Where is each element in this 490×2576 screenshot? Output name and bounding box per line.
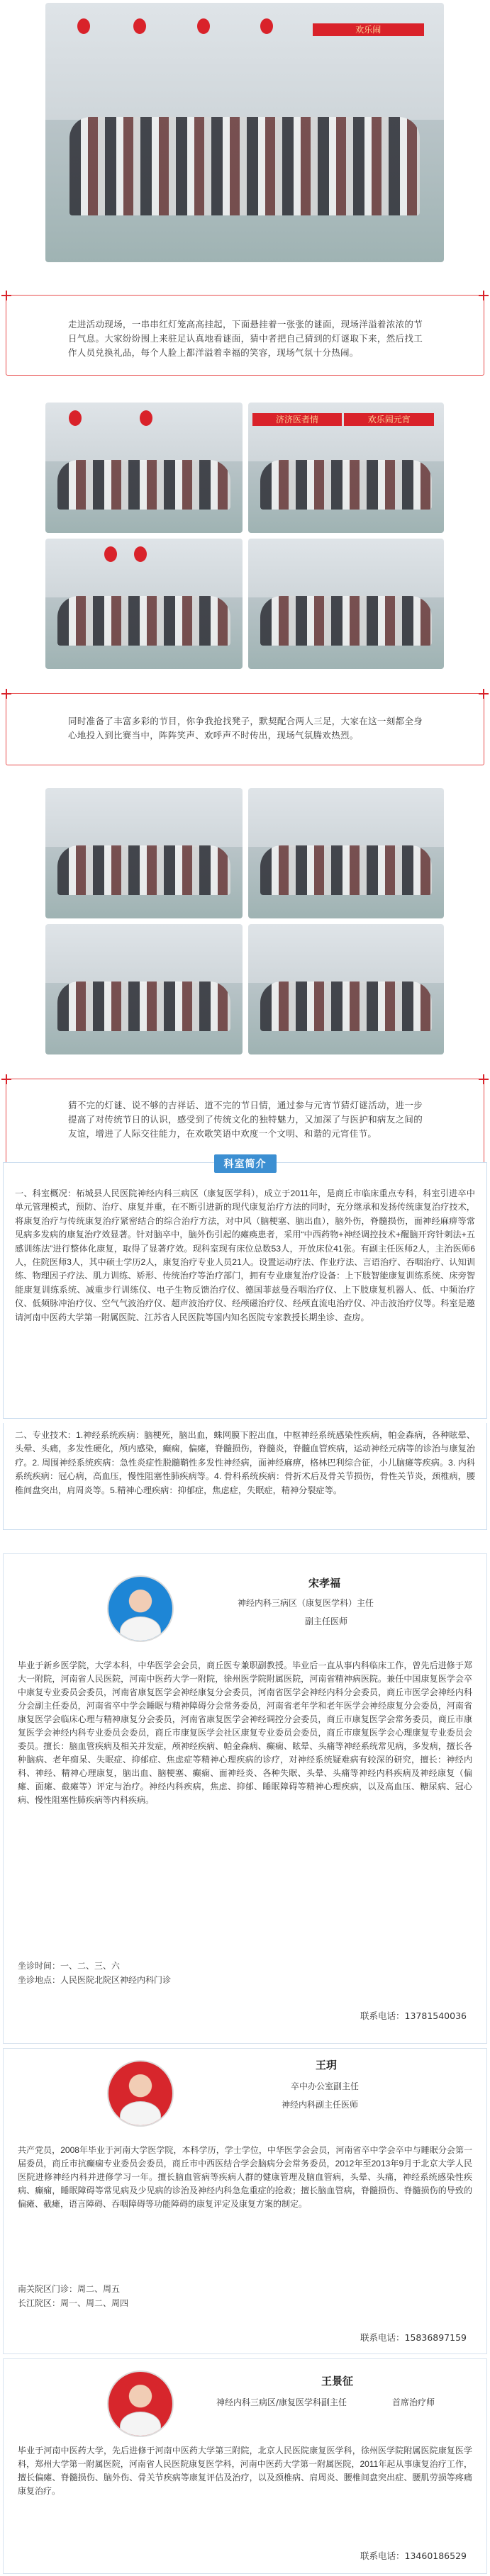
- event-photo-1: [45, 403, 243, 533]
- section-title: 科室简介: [214, 1154, 277, 1173]
- department-intro-section: [3, 1159, 487, 1419]
- event-photo-8: [248, 924, 444, 1054]
- event-photo-top: [45, 3, 444, 262]
- activity-paragraph-2: 同时准备了丰富多彩的节目，你争我抢找凳子，默契配合两人三足，大家在这一刻都全身心地投入到比赛当中，阵阵笑声、欢呼声不时传出，现场气氛腾欢热烈。: [68, 716, 423, 741]
- event-photo-3: [45, 539, 243, 669]
- doctor-card: [3, 2358, 487, 2574]
- activity-paragraph-3: 猜不完的灯谜、说不够的吉祥话、道不完的节日情，通过参与元宵节猜灯谜活动，进一步提高了对传统节日的认识，感受到了传统文化的独特魅力，又加深了与医护和病友之间的友谊，增进了人际交往能力，在欢歌笑语中欢度一个文明、和谐的元宵佳节。: [68, 1101, 423, 1139]
- doctor-card: [3, 2048, 487, 2354]
- department-skills-section: [3, 1423, 487, 1530]
- doctor-rank: 首席治疗师: [392, 2397, 435, 2407]
- doctor-phone: 联系电话：13460186529: [360, 2550, 467, 2561]
- doctor-name: 王玥: [316, 2059, 338, 2071]
- doctor-position: 神经内科三病区/康复医学科副主任: [216, 2397, 347, 2407]
- doctor-position: 卒中办公室副主任: [291, 2081, 360, 2091]
- activity-paragraph-1: 走进活动现场，一串串红灯笼高高挂起，下面悬挂着一张张的谜面，现场洋溢着浓浓的节日气息。大家纷纷围上来驻足认真地看谜面，猜中者把自己猜到的灯谜取下来，然后找工作人员兑换礼品，每个人脸上都洋溢着幸福的笑容，现场气氛十分热闹。: [68, 320, 423, 358]
- frame-corner: [479, 689, 489, 699]
- doctor-visit-place: 长江院区：周一、周二、周四: [18, 2298, 129, 2308]
- event-photo-4: [248, 539, 444, 669]
- frame-corner: [479, 1074, 489, 1084]
- doctor-card: [3, 1553, 487, 2044]
- event-photo-2: [248, 403, 444, 533]
- doctor-phone: 联系电话：15836897159: [360, 2332, 467, 2343]
- doctor-name: 宋孝福: [308, 1577, 341, 1590]
- doctor-phone: 联系电话：13781540036: [360, 2010, 467, 2021]
- frame-corner: [479, 291, 489, 300]
- doctor-bio: 共产党员，2008年毕业于河南大学医学院，本科学历，学士学位，中华医学会会员，河南省卒中学会卒中与睡眠分会第一届委员，商丘市抗癫痫专业委员会委员，商丘市中西医结合学会脑病分会常务委员，2012年至2013年9月于北京大学人民医院进修神经内科并进修学习一年。擅长脑血管病等疾病人群的健康管理及脑血管病，头晕、头痛，神经系统感染性疾病、癫痫，睡眠障碍等常见病及少见病的诊治及神经内科急危重症的抢救；擅长脑血管病，脊髓损伤、脊髓损伤的导致的偏瘫、截瘫，语言障碍、吞咽障碍等功能障碍的康复评定及康复方案的制定。: [18, 2145, 472, 2209]
- doctor-visit-time: 坐诊时间：一、二、三、六: [18, 1961, 121, 1971]
- frame-corner: [1, 291, 11, 300]
- doctor-avatar: [107, 2370, 174, 2437]
- intro-paragraph-1: 一、科室概况：柘城县人民医院神经内科三病区（康复医学科），成立于2011年，是商丘市临床重点专科，科室引进卒中单元管理模式，预防、治疗、康复并重，在不断引进新的现代康复治疗方法的同时，充分继承和发扬传统康复治疗技术，将康复治疗与传统康复治疗紧密结合的综合治疗方法，对中风（脑梗塞、脑出血），脑外伤，脊髓损伤，面神经麻痹等常见病多发病的康复治疗效显著。针对脑卒中，脑外伤引起的瘫痪患者，采用“中西药物+神经调控技术+醒脑开窍针刺法+五感训练法”进行整体化康复，取得了显著疗效。现科室现有床位总数53人，开放床位41张。有副主任医师2人，主治医师6人，住院医师3人，其中硕士学历2人，康复治疗专业人员21人。设置运动疗法、作业疗法、言语治疗、吞咽治疗、认知训练、物理因子疗法、肌力训练、矫形、传统治疗等治疗部门，拥有专业康复治疗设备：上下肢智能康复训练系统、床旁智能康复训练系统、减重步行训练仪、电子生物反馈治疗仪、德国菲兹曼吞咽治疗仪、上下肢康复机器人、低、中频治疗仪、低频脉冲治疗仪、空气气波治疗仪、超声波治疗仪、经颅磁治疗仪、经颅直流电治疗仪、冲击波治疗仪等。科室是邀请河南中医药大学第一附属医院、江苏省人民医院等国内知名医院专家教授长期坐诊、查房。: [15, 1188, 475, 1322]
- event-photo-7: [45, 924, 243, 1054]
- doctor-visit-place: 坐诊地点：人民医院北院区神经内科门诊: [18, 1975, 172, 1985]
- frame-corner: [1, 1074, 11, 1084]
- doctor-bio: 毕业于新乡医学院，大学本科，中华医学会会员，商丘医专兼职副教授。毕业后一直从事内科临床工作，曾先后进修于郑大一附院，河南省人民医院，河南中医药大学一附院，徐州医学院附属医院，河南省精神病医院。兼任中国康复医学会卒中康复专业委员会委员，河南省康复医学会神经康复分会委员，河南省医学会神经内科分会委员，商丘市医学会神经内科分会副主任委员，河南省卒中学会睡眠与精神障碍分会常务委员，河南省老年学和老年医学会神经康复分会委员，河南省康复医学会临床心理与精神康复分会委员，河南省康复医学会神经调控分会委员，商丘市康复医学会常务委员，商丘市康复医学会神经内科专业委员会委员，商丘市康复医学会社区康复专业委员会委员，商丘市康复医学会心理康复专业委员会委员。擅长：脑血管疾病及相关并发症，颅神经疾病、帕金森病、癫痫、眩晕、头痛等神经系统常见病，多发病，擅长各种脑病、老年痴呆、失眠症、抑郁症、焦虑症等精神心理疾病的诊疗，对神经系统疑难病有较深的研究，擅长：神经内科、神经、精神心理康复，脑出血、脑梗塞、癫痫、面神经炎、各种失眠、头晕、头痛等神经内科疾病及神经康复（偏瘫、面瘫、截瘫等）评定与治疗。神经内科疾病，焦虑、抑郁、睡眠障碍等精神心理疾病，以及高血压、糖尿病、冠心病、慢性阻塞性肺疾病等内科疾病。: [18, 1660, 472, 1805]
- doctor-bio: 毕业于河南中医药大学，先后进修于河南中医药大学第三附院，北京人民医院康复医学科，徐州医学院附属医院康复医学科，郑州大学第一附属医院，河南省人民医院康复医学科，河南中医药大学第一附属医院，2011年起从事康复治疗工作，擅长偏瘫、脊髓损伤、脑外伤、骨关节疾病等康复评估及治疗，以及颈椎病、肩周炎、腰椎间盘突出症、腰肌劳损等疼痛康复治疗。: [18, 2446, 472, 2496]
- doctor-avatar: [107, 2060, 174, 2127]
- frame-corner: [1, 689, 11, 699]
- doctor-visit-time: 南关院区门诊：周二、周五: [18, 2284, 121, 2294]
- event-photo-6: [248, 788, 444, 918]
- doctor-name: 王景征: [321, 2375, 354, 2387]
- event-photo-5: [45, 788, 243, 918]
- doctor-avatar: [107, 1575, 174, 1642]
- doctor-rank: 神经内科副主任医师: [282, 2100, 359, 2110]
- doctor-rank: 副主任医师: [305, 1616, 348, 1626]
- banner-b2: 欢乐闹元宵: [344, 413, 434, 426]
- banner-b3: 欢乐闹: [313, 23, 424, 36]
- doctor-position: 神经内科三病区（康复医学科）主任: [238, 1598, 374, 1608]
- intro-paragraph-2: 二、专业技术：1.神经系统疾病：脑梗死，脑出血，蛛网膜下腔出血，中枢神经系统感染性疾病，帕金森病，各种眩晕、头晕、头痛，多发性硬化，颅内感染，癫痫，偏瘫，脊髓损伤，脊髓炎，脊髓血管疾病，运动神经元病等的诊治与康复治疗。2. 周围神经系统疾病：急性炎症性脱髓鞘性多发性神经病，面神经麻痹，格林巴利综合征，小儿脑瘫等疾病。3. 内科系统疾病：冠心病，高血压，慢性阻塞性肺疾病等。4. 骨科系统疾病：骨折术后及骨关节损伤，骨性关节炎，颈椎病，腰椎间盘突出，肩周炎等。5.精神心理疾病：抑郁症，焦虑症，失眠症，精神分裂症等。: [15, 1430, 475, 1495]
- banner-b1: 济济医者情: [252, 413, 343, 426]
